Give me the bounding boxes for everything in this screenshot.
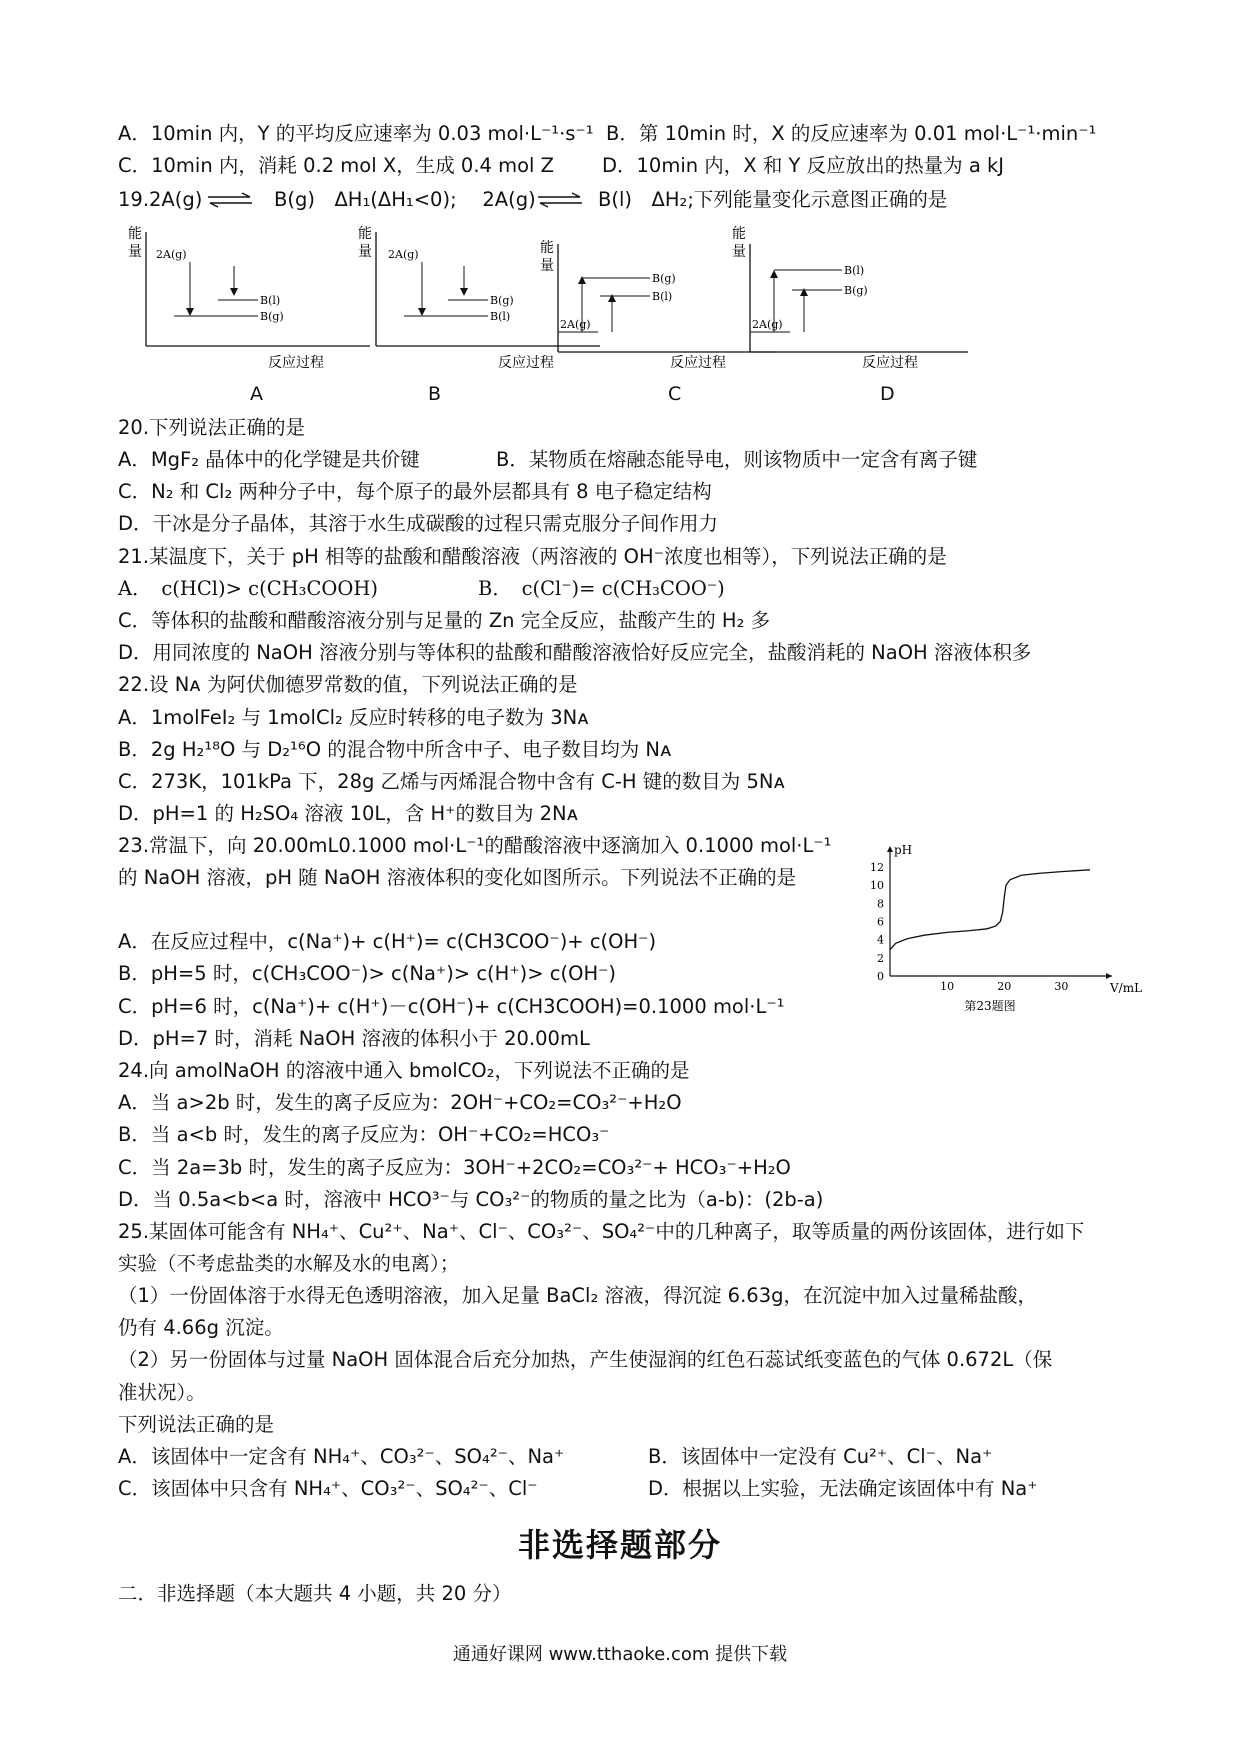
q25-stem-line7: 下列说法正确的是 xyxy=(118,1413,275,1436)
section-subtitle: 二．非选择题（本大题共 4 小题，共 20 分） xyxy=(118,1582,512,1605)
q22-option-a: A．1molFeI₂ 与 1molCl₂ 反应时转移的电子数为 3Nᴀ xyxy=(118,706,589,729)
section-title: 非选择题部分 xyxy=(517,1526,722,1564)
q22-option-c: C．273K，101kPa 下，28g 乙烯与丙烯混合物中含有 C-H 键的数目为 5Nᴀ xyxy=(118,770,785,793)
diagram-c-upper-label: B(g) xyxy=(652,272,676,285)
diagram-a-ylabel-1: 能 xyxy=(128,226,142,242)
q25-option-a: A．该固体中一定含有 NH₄⁺、CO₃²⁻、SO₄²⁻、Na⁺ xyxy=(118,1445,565,1468)
q21-option-a: A． c(HCl)> c(CH₃COOH) xyxy=(118,577,378,600)
q22-option-d: D．pH=1 的 H₂SO₄ 溶液 10L，含 H⁺的数目为 2Nᴀ xyxy=(118,802,579,825)
x-axis-label: V/mL xyxy=(1110,981,1143,995)
q19-stem-part1: 19.2A(g) xyxy=(118,188,203,211)
diagram-b-upper-label: B(g) xyxy=(490,294,514,307)
diagram-d-ylabel-2: 量 xyxy=(732,244,746,260)
page-footer: 通通好课网 www.tthaoke.com 提供下载 xyxy=(452,1644,788,1665)
x-tick-label: 30 xyxy=(1054,980,1069,993)
diagram-c-ylabel-2: 量 xyxy=(540,258,554,274)
q24-option-c: C．当 2a=3b 时，发生的离子反应为：3OH⁻+2CO₂=CO₃²⁻+ HCO₃⁻+H₂O xyxy=(118,1156,791,1179)
x-tick-label: 10 xyxy=(940,980,955,993)
y-axis-label: pH xyxy=(894,843,913,857)
diagram-c-ylabel-1: 能 xyxy=(540,240,554,256)
diagram-caption-d: D xyxy=(880,383,895,405)
chart-caption: 第23题图 xyxy=(964,999,1016,1013)
q23-stem-line1: 23.常温下，向 20.00mL0.1000 mol·L⁻¹的醋酸溶液中逐滴加入 0.1000 mol·L⁻¹ xyxy=(118,834,832,857)
diagram-a-start-label: 2A(g) xyxy=(156,248,187,261)
q23-option-a: A．在反应过程中，c(Na⁺)+ c(H⁺)= c(CH3COO⁻)+ c(OH⁻) xyxy=(118,930,657,953)
diagram-caption-b: B xyxy=(428,383,442,405)
q18-option-b: B．第 10min 时，X 的反应速率为 0.01 mol·L⁻¹·min⁻¹ xyxy=(606,122,1097,145)
q19-stem-part2: B(g) ΔH₁(ΔH₁<0); 2A(g) xyxy=(274,188,536,211)
q19-stem-part3: B(l) ΔH₂;下列能量变化示意图正确的是 xyxy=(598,188,948,211)
ph-curve xyxy=(890,870,1090,950)
q25-stem-line1: 25.某固体可能含有 NH₄⁺、Cu²⁺、Na⁺、Cl⁻、CO₃²⁻、SO₄²⁻中的几种离子，取等质量的两份该固体，进行如下 xyxy=(118,1220,1085,1243)
q20-stem: 20.下列说法正确的是 xyxy=(118,416,306,439)
q20-option-a: A．MgF₂ 晶体中的化学键是共价键 xyxy=(118,448,420,471)
diagram-c-xlabel: 反应过程 xyxy=(670,355,726,371)
y-tick-label: 6 xyxy=(877,915,884,929)
q25-option-d: D．根据以上实验，无法确定该固体中有 Na⁺ xyxy=(648,1477,1038,1500)
diagram-b-ylabel-2: 量 xyxy=(358,244,372,260)
ph-titration-chart xyxy=(860,838,1143,1014)
q25-stem-line4: 仍有 4.66g 沉淀。 xyxy=(118,1316,284,1339)
q20-option-c: C．N₂ 和 Cl₂ 两种分子中，每个原子的最外层都具有 8 电子稳定结构 xyxy=(118,480,712,503)
x-axis-arrow xyxy=(1106,973,1112,979)
energy-diagrams xyxy=(118,222,1118,372)
q21-stem: 21.某温度下，关于 pH 相等的盐酸和醋酸溶液（两溶液的 OH⁻浓度也相等），下列说法正确的是 xyxy=(118,545,947,568)
equilibrium-arrow-2 xyxy=(536,192,584,208)
diagram-d-start-label: 2A(g) xyxy=(752,318,783,331)
q23-option-d: D．pH=7 时，消耗 NaOH 溶液的体积小于 20.00mL xyxy=(118,1027,590,1050)
diagram-d-lower-label: B(g) xyxy=(844,284,868,297)
q22-option-b: B．2g H₂¹⁸O 与 D₂¹⁶O 的混合物中所含中子、电子数目均为 Nᴀ xyxy=(118,738,672,761)
q21-option-b: B． c(Cl⁻)= c(CH₃COO⁻) xyxy=(478,577,725,600)
diagram-caption-c: C xyxy=(668,383,682,405)
q25-stem-line2: 实验（不考虑盐类的水解及水的电离）； xyxy=(118,1252,460,1275)
diagram-b-lower-label: B(l) xyxy=(490,310,511,323)
diagram-b-ylabel-1: 能 xyxy=(358,226,372,242)
x-tick-label: 20 xyxy=(997,980,1012,993)
diagram-d-xlabel: 反应过程 xyxy=(862,355,918,371)
q18-option-a: A．10min 内，Y 的平均反应速率为 0.03 mol·L⁻¹·s⁻¹ xyxy=(118,122,594,145)
q23-stem-line2: 的 NaOH 溶液，pH 随 NaOH 溶液体积的变化如图所示。下列说法不正确的是 xyxy=(118,866,797,889)
q25-stem-line6: 准状况）。 xyxy=(118,1381,206,1404)
diagram-b-xlabel: 反应过程 xyxy=(498,355,554,371)
energy-diagram-d xyxy=(732,225,968,371)
diagram-d-ylabel-1: 能 xyxy=(732,226,746,242)
q24-option-b: B．当 a<b 时，发生的离子反应为：OH⁻+CO₂=HCO₃⁻ xyxy=(118,1123,610,1146)
y-tick-label: 8 xyxy=(877,897,884,911)
q25-stem-line3: （1）一份固体溶于水得无色透明溶液，加入足量 BaCl₂ 溶液，得沉淀 6.63g，在沉淀中加入过量稀盐酸， xyxy=(118,1284,1037,1307)
diagram-a-upper-label: B(l) xyxy=(260,294,281,307)
q20-option-b: B．某物质在熔融态能导电，则该物质中一定含有离子键 xyxy=(496,448,978,471)
diagram-a-lower-label: B(g) xyxy=(260,310,284,323)
q21-option-c: C．等体积的盐酸和醋酸溶液分别与足量的 Zn 完全反应，盐酸产生的 H₂ 多 xyxy=(118,609,771,632)
q18-option-c: C．10min 内，消耗 0.2 mol X，生成 0.4 mol Z xyxy=(118,154,555,177)
y-axis-arrow xyxy=(887,846,893,852)
diagram-c-start-label: 2A(g) xyxy=(560,318,591,331)
diagram-a-ylabel-2: 量 xyxy=(128,244,142,260)
diagram-caption-a: A xyxy=(250,383,263,405)
q25-stem-line5: （2）另一份固体与过量 NaOH 固体混合后充分加热，产生使湿润的红色石蕊试纸变蓝色的气体 0.672L（保 xyxy=(118,1348,1053,1371)
diagram-d-upper-label: B(l) xyxy=(844,264,865,277)
q18-option-d: D．10min 内，X 和 Y 反应放出的热量为 a kJ xyxy=(602,154,1005,177)
q23-option-c: C．pH=6 时，c(Na⁺)+ c(H⁺)－c(OH⁻)+ c(CH3COOH)=0.1000 mol·L⁻¹ xyxy=(118,995,785,1018)
q25-option-b: B．该固体中一定没有 Cu²⁺、Cl⁻、Na⁺ xyxy=(648,1445,993,1468)
q24-option-d: D．当 0.5a<b<a 时，溶液中 HCO³⁻与 CO₃²⁻的物质的量之比为（a-b)：(2b-a) xyxy=(118,1188,824,1211)
q23-option-b: B．pH=5 时，c(CH₃COO⁻)> c(Na⁺)> c(H⁺)> c(OH⁻) xyxy=(118,962,617,985)
equilibrium-arrow-1 xyxy=(206,192,254,208)
y-tick-label: 2 xyxy=(877,951,884,965)
diagram-a-xlabel: 反应过程 xyxy=(268,355,324,371)
y-tick-label: 4 xyxy=(877,933,884,947)
diagram-b-start-label: 2A(g) xyxy=(388,248,419,261)
q24-option-a: A．当 a>2b 时，发生的离子反应为：2OH⁻+CO₂=CO₃²⁻+H₂O xyxy=(118,1091,682,1114)
q21-option-d: D．用同浓度的 NaOH 溶液分别与等体积的盐酸和醋酸溶液恰好反应完全，盐酸消耗的 NaOH 溶液体积多 xyxy=(118,641,1032,664)
q20-option-d: D．干冰是分子晶体，其溶于水生成碳酸的过程只需克服分子间作用力 xyxy=(118,512,719,535)
q22-stem: 22.设 Nᴀ 为阿伏伽德罗常数的值，下列说法正确的是 xyxy=(118,673,578,696)
energy-diagram-b xyxy=(358,225,600,371)
y-tick-label: 0 xyxy=(877,970,884,983)
q25-option-c: C．该固体中只含有 NH₄⁺、CO₃²⁻、SO₄²⁻、Cl⁻ xyxy=(118,1477,538,1500)
diagram-c-lower-label: B(l) xyxy=(652,290,673,303)
energy-diagram-a xyxy=(128,225,370,371)
y-tick-label: 12 xyxy=(870,861,884,875)
q24-stem: 24.向 amolNaOH 的溶液中通入 bmolCO₂，下列说法不正确的是 xyxy=(118,1059,690,1082)
y-tick-label: 10 xyxy=(870,879,884,893)
